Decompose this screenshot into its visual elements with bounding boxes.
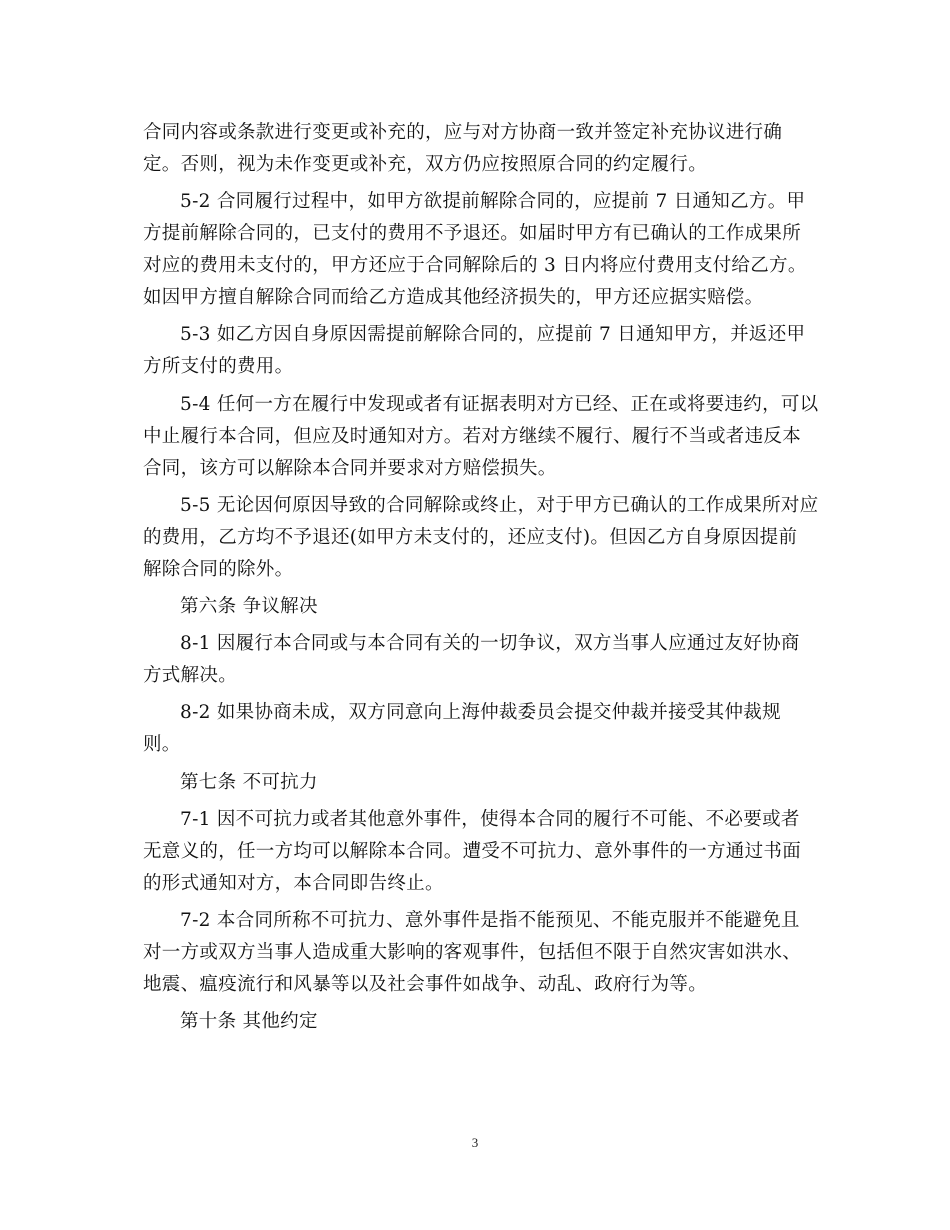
clause-7-2 [143,905,803,1001]
clause-5-5 [143,490,819,586]
clause-8-2 [143,697,803,761]
paragraph-line: 解除合同的除外。 [143,558,294,580]
section-heading: 第十条 其他约定 [180,1011,318,1033]
paragraph-line: 如因甲方擅自解除合同而给乙方造成其他经济损失的，甲方还应据实赔偿。 [143,287,764,309]
paragraph-line: 对应的费用未支付的，甲方还应于合同解除后的 3 日内将应付费用支付给乙方。 [143,255,807,277]
paragraph-line: 定。否则，视为未作变更或补充，双方仍应按照原合同的约定履行。 [143,154,708,175]
paragraph-line: 地震、瘟疫流行和风暴等以及社会事件如战争、动乱、政府行为等。 [143,973,708,995]
paragraph-line: 合同内容或条款进行变更或补充的，应与对方协商一致并签定补充协议进行确 [143,122,783,143]
section-heading-article-10 [143,1006,803,1038]
paragraph-line: 5-2 合同履行过程中，如甲方欲提前解除合同的，应提前 7 日通知乙方。甲 [180,191,806,213]
paragraph-continuation [143,117,803,181]
paragraph-line: 合同，该方可以解除本合同并要求对方赔偿损失。 [143,457,557,479]
paragraph-line: 8-1 因履行本合同或与本合同有关的一切争议，双方当事人应通过友好协商 [180,633,800,655]
paragraph-line: 5-3 如乙方因自身原因需提前解除合同的，应提前 7 日通知甲方，并返还甲 [180,324,806,346]
paragraph-line: 8-2 如果协商未成，双方同意向上海仲裁委员会提交仲裁并接受其仲裁规 [180,702,781,724]
paragraph-line: 7-1 因不可抗力或者其他意外事件，使得本合同的履行不可能、不必要或者 [180,808,800,830]
paragraph-line: 5-4 任何一方在履行中发现或者有证据表明对方已经、正在或将要违约，可以 [180,393,819,415]
paragraph-line: 则。 [143,734,181,756]
paragraph-line: 中止履行本合同，但应及时通知对方。若对方继续不履行、履行不当或者违反本 [143,425,802,447]
paragraph-line: 对一方或双方当事人造成重大影响的客观事件，包括但不限于自然灾害如洪水、 [143,941,802,963]
paragraph-line: 7-2 本合同所称不可抗力、意外事件是指不能预见、不能克服并不能避免且 [180,909,800,931]
clause-5-3 [143,319,806,383]
paragraph-line: 的费用，乙方均不予退还(如甲方未支付的，还应支付)。但因乙方自身原因提前 [143,526,798,548]
section-heading-article-7 [143,767,803,799]
section-heading-article-6 [143,591,803,623]
clause-5-4 [143,389,819,485]
clause-7-1 [143,804,803,900]
clause-8-1 [143,628,803,692]
paragraph-line: 方所支付的费用。 [143,356,294,378]
paragraph-line: 方提前解除合同的，已支付的费用不予退还。如届时甲方有已确认的工作成果所 [143,223,802,245]
section-heading: 第六条 争议解决 [180,595,318,617]
paragraph-line: 方式解决。 [143,665,238,687]
paragraph-line: 5-5 无论因何原因导致的合同解除或终止，对于甲方已确认的工作成果所对应 [180,494,819,516]
document-body [143,117,819,1043]
page-number: 3 [471,1135,479,1150]
clause-5-2 [143,186,807,314]
paragraph-line: 无意义的，任一方均可以解除本合同。遭受不可抗力、意外事件的一方通过书面 [143,840,802,862]
paragraph-line: 的形式通知对方，本合同即告终止。 [143,872,444,894]
section-heading: 第七条 不可抗力 [180,771,318,793]
